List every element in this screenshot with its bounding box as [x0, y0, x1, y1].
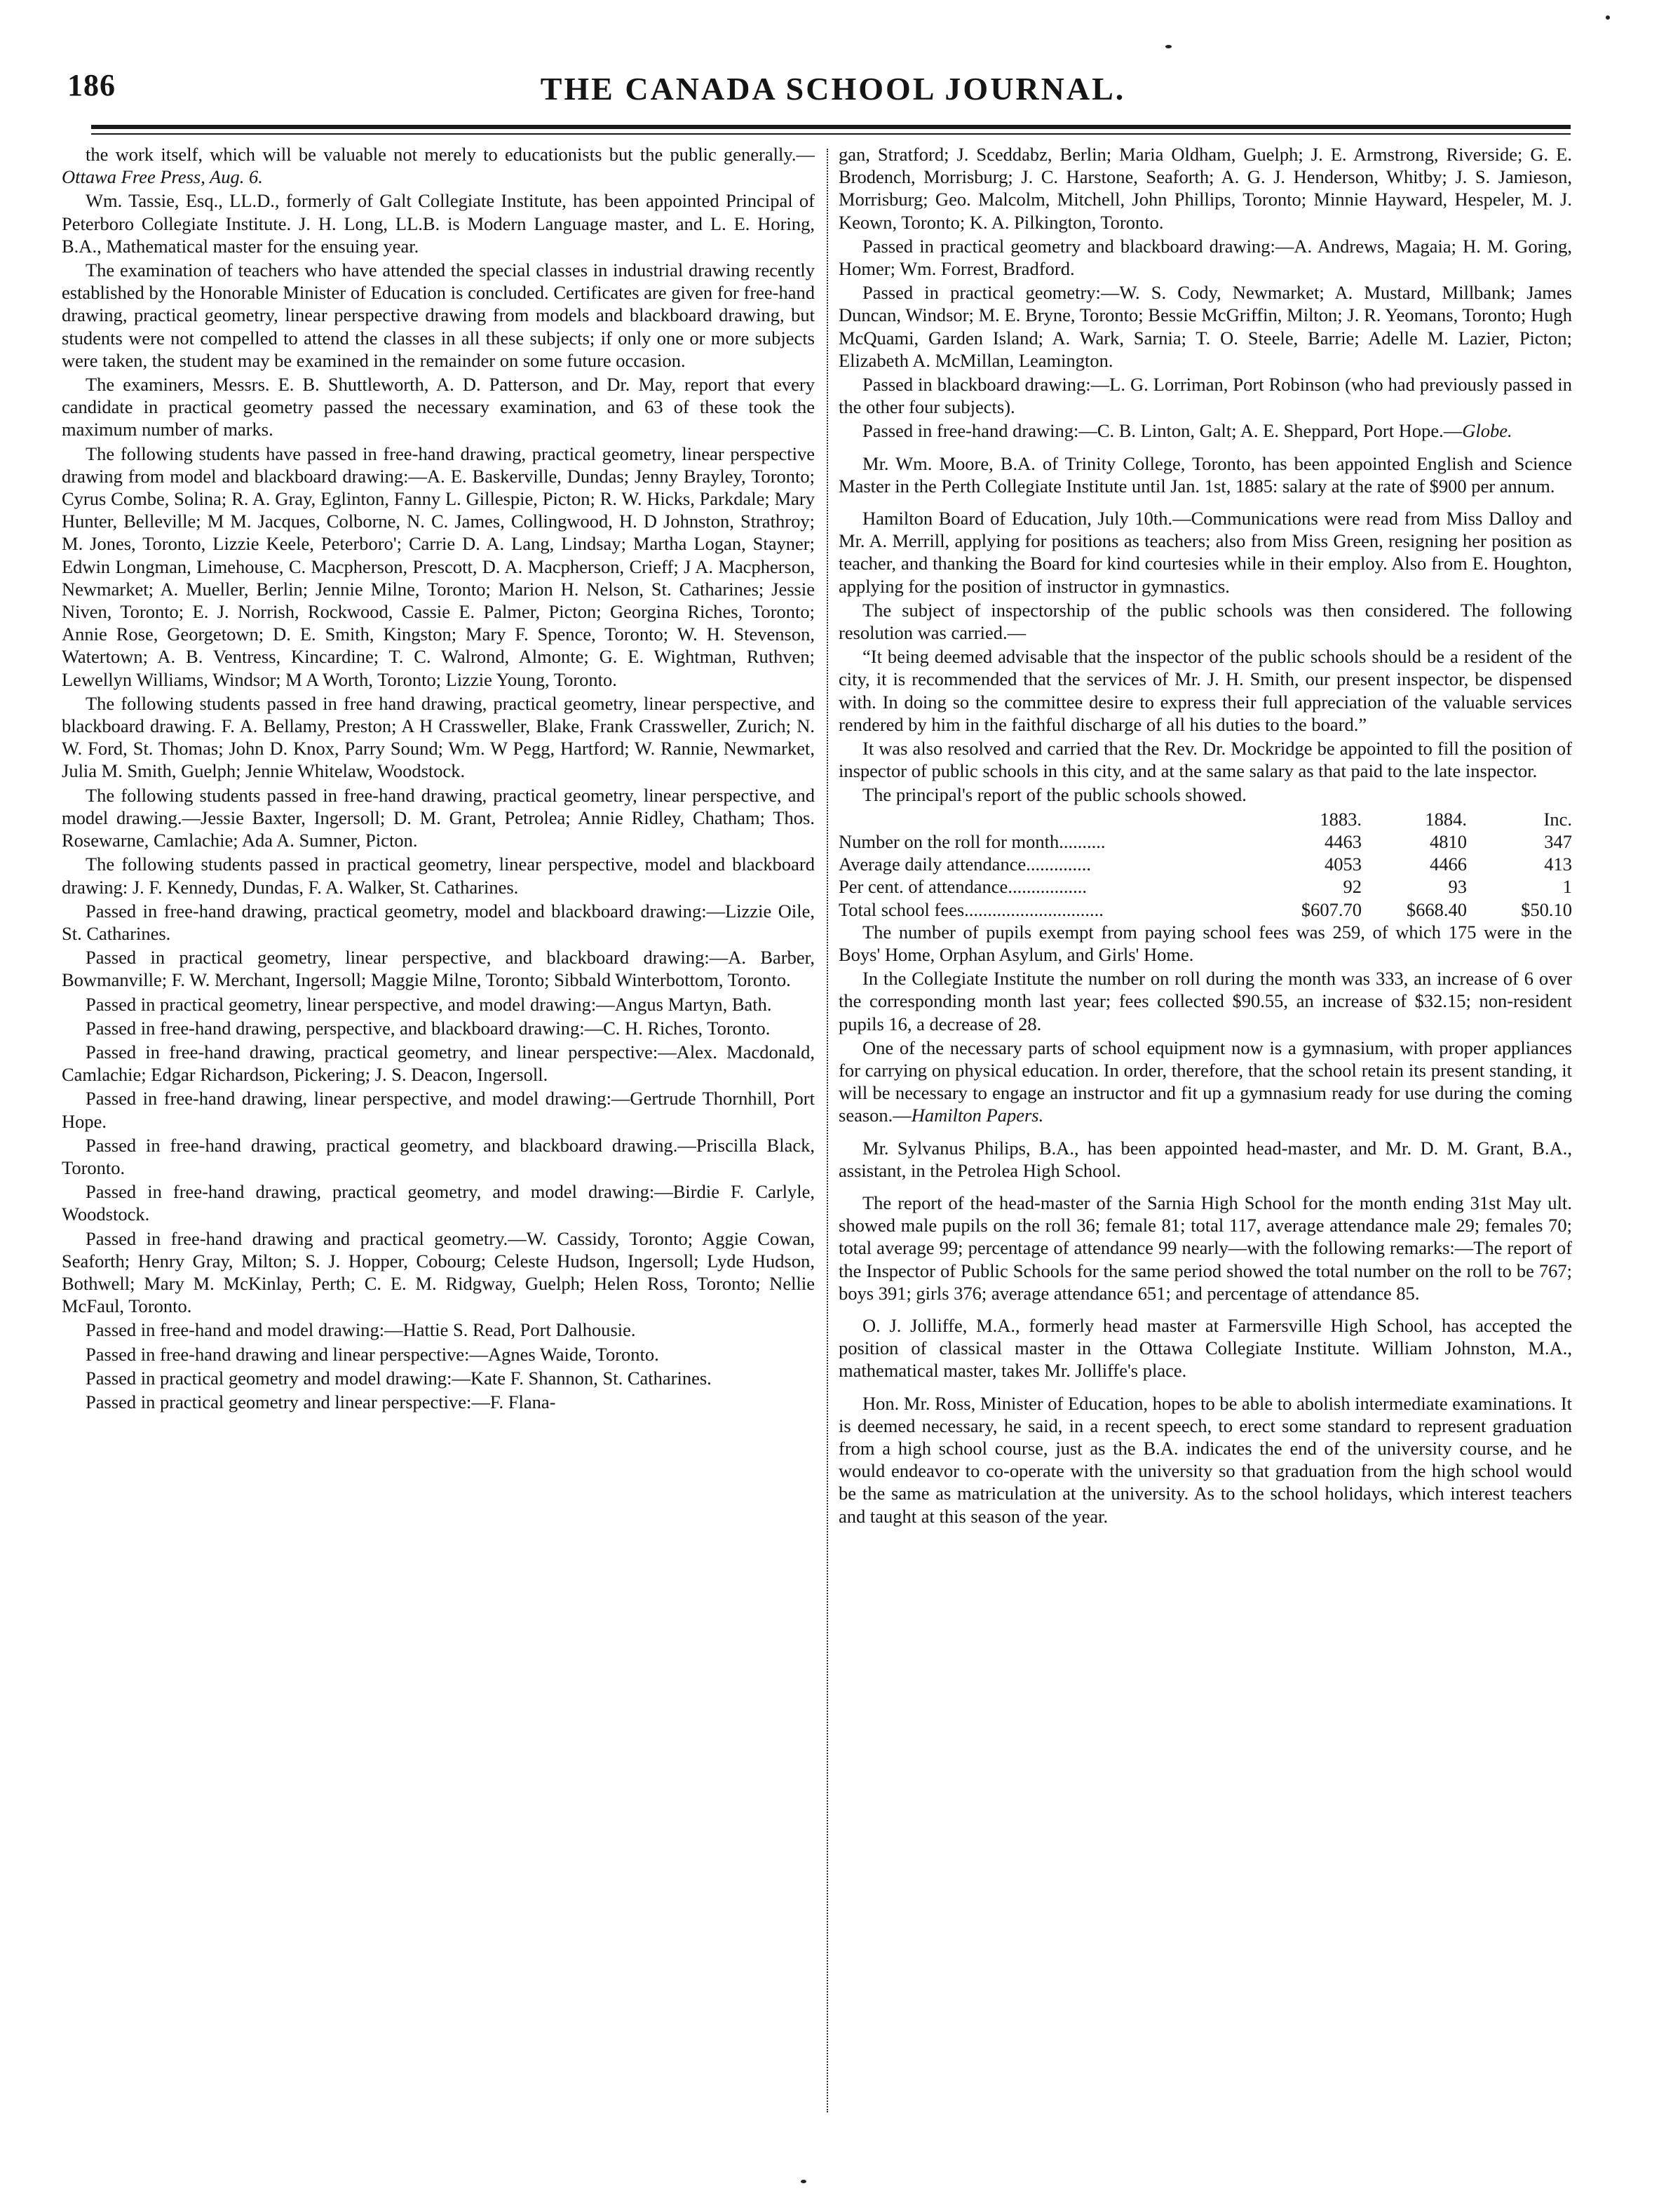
stats-cell: 4463: [1325, 830, 1362, 852]
paragraph-text: Passed in practical geometry:—W. S. Cody, Newmarket; A. Mustard, Millbank; James Duncan, Windsor; M. E. Bryne, Toronto; Bessie McGriffin, Milton; J. R. Yeomans, Toronto; Hugh McQuami, Garden Island; A. Wark, Sarnia; T. O. Steele, Barrie; Adelle M. Lazier, Picton; Elizabeth A. McMillan, Leamington.: [839, 282, 1572, 371]
article-paragraph: [839, 967, 1572, 1035]
paragraph-text: Passed in free-hand drawing:—C. B. Linton, Galt; A. E. Sheppard, Port Hope.—: [862, 420, 1463, 442]
paragraph-text: the work itself, which will be valuable not merely to educationists but the public generally.—: [86, 144, 815, 165]
article-paragraph: [62, 946, 815, 991]
article-paragraph: [839, 783, 1572, 806]
article-paragraph: [839, 452, 1572, 497]
print-speck: [1606, 15, 1610, 20]
paragraph-text: Wm. Tassie, Esq., LL.D., formerly of Galt Collegiate Institute, has been appointed Principal of Peterboro Collegiate Institute. J. H. Long, LL.B. is Modern Language master, and L. E. Horing, B.A., Mathematical master for the ensuing year.: [62, 190, 815, 257]
stats-header-row: [839, 807, 1572, 830]
source-credit: Ottawa Free Press, Aug. 6.: [62, 166, 263, 188]
paragraph-text: One of the necessary parts of school equipment now is a gymnasium, with proper appliances for carrying on physical education. In order, therefore, that the school retain its present standing, it will be necessary to engage an instructor and fit up a gymnasium ready for use during the coming season.—: [839, 1037, 1572, 1126]
paragraph-text: Passed in practical geometry and blackboard drawing:—A. Andrews, Magaia; H. M. Goring, Homer; Wm. Forrest, Bradford.: [839, 235, 1572, 280]
paragraph-text: Passed in practical geometry, linear perspective, and model drawing:—Angus Martyn, Bath.: [86, 993, 772, 1015]
stats-cell: $50.10: [1521, 898, 1572, 920]
paragraph-text: The following students have passed in free-hand drawing, practical geometry, linear perspective drawing from model and blackboard drawing:—A. E. Baskerville, Dundas; Jenny Brayley, Toronto; Cyrus Combe, Solina; R. A. Gray, Eglinton, Fanny L. Gillespie, Picton; R. W. Hicks, Parkdale; Mary Hunter, Belleville; M M. Jacques, Colborne, N. C. James, Collingwood, H. D Johnston, Strathroy; M. Jones, Toronto, Lizzie Keele, Peterboro'; Carrie D. A. Lang, Lindsay; Martha Logan, Stayner; Edwin Longman, Limehouse, C. Macpherson, Prescott, D. A. Macpherson, Crieff; J A. Macpherson, Newmarket; A. Mueller, Berlin; Jennie Milne, Toronto; Marion H. Nelson, St. Catharines; Jessie Niven, Toronto; E. J. Norrish, Rockwood, Cassie E. Palmer, Picton; Georgina Riches, Toronto; Annie Rose, Georgetown; D. E. Smith, Kingston; Mary F. Spence, Toronto; W. H. Stevenson, Watertown; A. B. Ventress, Kincardine; T. C. Walrond, Almonte; G. E. Wightman, Ruthven; Lewellyn Williams, Windsor; M A Worth, Toronto; Lizzie Young, Toronto.: [62, 443, 815, 690]
article-paragraph: [62, 259, 815, 372]
right-column-top: [839, 143, 1572, 807]
paragraph-text: Mr. Wm. Moore, B.A. of Trinity College, Toronto, has been appointed English and Science Master in the Perth Collegiate Institute until Jan. 1st, 1885: salary at the rate of $900 per annum.: [839, 452, 1572, 497]
running-head-title: THE CANADA SCHOOL JOURNAL.: [540, 71, 1126, 107]
article-paragraph: [62, 1319, 815, 1341]
article-paragraph: [839, 1314, 1572, 1382]
right-column-bottom: [839, 921, 1572, 1528]
article-paragraph: [62, 1087, 815, 1132]
stats-cell: $607.70: [1301, 898, 1362, 920]
paragraph-text: The following students passed in practical geometry, linear perspective, model and blackboard drawing: J. F. Kennedy, Dundas, F. A. Walker, St. Catharines.: [62, 854, 815, 898]
stats-row-label: Average daily attendance..............: [839, 854, 1092, 875]
stats-cell: 413: [1544, 854, 1572, 875]
paragraph-text: Passed in practical geometry and linear perspective:—F. Flana-: [86, 1391, 556, 1412]
source-credit: Hamilton Papers.: [911, 1105, 1044, 1126]
paragraph-text: Passed in free-hand drawing, practical geometry, and blackboard drawing.—Priscilla Black, Toronto.: [62, 1134, 815, 1178]
header-rule-thick: [91, 125, 1571, 129]
stats-row-label: Total school fees..............................: [839, 898, 1104, 920]
paragraph-text: Mr. Sylvanus Philips, B.A., has been appointed head-master, and Mr. D. M. Grant, B.A., assistant, in the Petrolea High School.: [839, 1137, 1572, 1181]
stats-header-cell: 1884.: [1425, 808, 1467, 830]
stats-header-cell: 1883.: [1320, 808, 1362, 830]
page-number: 186: [67, 68, 116, 102]
stats-row: [839, 898, 1572, 921]
paragraph-text: gan, Stratford; J. Sceddabz, Berlin; Maria Oldham, Guelph; J. E. Armstrong, Riverside; G. E. Brodench, Morrisburg; J. C. Harstone, Seaforth; A. G. J. Henderson, Whitby; J. S. Jamieson, Morrisburg; Geo. Malcolm, Mitchell, John Phillips, Toronto; Minnie Hayward, Hespeler, M. J. Keown, Toronto; K. A. Pilkington, Toronto.: [839, 144, 1572, 233]
article-paragraph: [62, 443, 815, 691]
stats-header-cell: Inc.: [1543, 808, 1572, 830]
stats-cell: 347: [1544, 830, 1572, 852]
article-paragraph: [839, 1137, 1572, 1182]
stats-cell: $668.40: [1406, 898, 1467, 920]
article-paragraph: [62, 373, 815, 441]
article-paragraph: [62, 189, 815, 257]
article-paragraph: [62, 1391, 815, 1413]
paragraph-text: Passed in blackboard drawing:—L. G. Lorriman, Port Robinson (who had previously passed in the other four subjects).: [839, 374, 1572, 418]
article-paragraph: [839, 1192, 1572, 1304]
paragraph-text: Passed in free-hand drawing, practical geometry, and linear perspective:—Alex. Macdonald, Camlachie; Edgar Richardson, Pickering; J. S. Deacon, Ingersoll.: [62, 1041, 815, 1086]
article-paragraph: [62, 1343, 815, 1365]
paragraph-text: The following students passed in free hand drawing, practical geometry, linear perspective, and blackboard drawing. F. A. Bellamy, Preston; A H Crassweller, Blake, Frank Crassweller, Zurich; N. W. Ford, St. Thomas; John D. Knox, Parry Sound; Wm. W Pegg, Hartford; W. Rannie, Newmarket, Julia M. Smith, Guelph; Jennie Whitelaw, Woodstock.: [62, 692, 815, 782]
paragraph-text: Passed in free-hand drawing, practical geometry, and model drawing:—Birdie F. Carlyle, Woodstock.: [62, 1181, 815, 1225]
stats-row-label: Number on the roll for month..........: [839, 830, 1106, 852]
paragraph-text: The examiners, Messrs. E. B. Shuttleworth, A. D. Patterson, and Dr. May, report that every candidate in practical geometry passed the necessary examination, and 63 of these took the maximum number of marks.: [62, 374, 815, 440]
article-paragraph: [839, 599, 1572, 644]
header-rule-thin: [91, 133, 1571, 135]
paragraph-text: Hamilton Board of Education, July 10th.—Communications were read from Miss Dalloy and Mr. A. Merrill, applying for positions as teachers; also from Miss Green, resigning her position as teacher, and thanking the Board for kind courtesies while in their employ. Also from E. Houghton, applying for the position of instructor in gymnastics.: [839, 508, 1572, 597]
right-column: [839, 143, 1572, 2149]
paragraph-text: Passed in free-hand drawing, practical geometry, model and blackboard drawing:—Lizzie Oile, St. Catharines.: [62, 900, 815, 944]
stats-cell: 92: [1343, 876, 1362, 898]
paragraph-text: The subject of inspectorship of the public schools was then considered. The following resolution was carried.—: [839, 599, 1572, 644]
paragraph-text: Passed in free-hand and model drawing:—Hattie S. Read, Port Dalhousie.: [86, 1319, 636, 1341]
article-paragraph: [839, 373, 1572, 418]
paragraph-text: In the Collegiate Institute the number on roll during the month was 333, an increase of 6 over the corresponding month last year; fees collected $90.55, an increase of $32.15; non-resident pupils 16, a decrease of 28.: [839, 968, 1572, 1034]
article-paragraph: [62, 853, 815, 898]
print-speck: [801, 2180, 806, 2183]
article-paragraph: [839, 419, 1572, 442]
print-speck: [1165, 45, 1172, 48]
article-paragraph: [62, 1041, 815, 1086]
article-paragraph: [62, 993, 815, 1016]
article-paragraph: [839, 143, 1572, 234]
paragraph-text: The following students passed in free-hand drawing, practical geometry, linear perspective, and model drawing.—Jessie Baxter, Ingersoll; D. M. Grant, Petrolea; Annie Ridley, Chatham; Thos. Rosewarne, Camlachie; Ada A. Sumner, Picton.: [62, 784, 815, 851]
paragraph-text: Passed in free-hand drawing and practical geometry.—W. Cassidy, Toronto; Aggie Cowan, Seaforth; Henry Gray, Milton; S. J. Hopper, Cobourg; Celeste Hudson, Ingersoll; Lyde Hudson, Bothwell; Mary M. McKinlay, Perth; C. E. M. Ridgway, Guelph; Helen Ross, Toronto; Nellie McFaul, Toronto.: [62, 1227, 815, 1317]
column-divider: [827, 149, 828, 2112]
paragraph-text: The report of the head-master of the Sarnia High School for the month ending 31st May ult. showed male pupils on the roll 36; female 81; total 117, average attendance male 29; females 70; total average 99; percentage of attendance 99 nearly—with the following remarks:—The report of the Inspector of Public Schools for the same period showed the total number on the roll to be 767; boys 391; girls 376; average attendance 651; and percentage of attendance 85.: [839, 1192, 1572, 1304]
paragraph-text: Hon. Mr. Ross, Minister of Education, hopes to be able to abolish intermediate examinations. It is deemed necessary, he said, in a recent speech, to erect some standard to represent graduation from a high school course, just as the B.A. indicates the end of the university course, and he would endeavor to co-operate with the university so that graduation from the high school would be the same as matriculation at the university. As to the school holidays, which interest teachers and taught at this season of the year.: [839, 1392, 1572, 1527]
paragraph-text: The examination of teachers who have attended the special classes in industrial drawing recently established by the Honorable Minister of Education is concluded. Certificates are given for free-hand drawing, practical geometry, linear perspective drawing from models and blackboard drawing, but students were not compelled to attend the classes in all these subjects; if only one or more subjects were taken, the student may be examined in the remainder on some future occasion.: [62, 259, 815, 371]
paragraph-text: Passed in free-hand drawing and linear perspective:—Agnes Waide, Toronto.: [86, 1343, 659, 1365]
paragraph-text: O. J. Jolliffe, M.A., formerly head master at Farmersville High School, has accepted the position of classical master in the Ottawa Collegiate Institute. William Johnston, M.A., mathematical master, takes Mr. Jolliffe's place.: [839, 1314, 1572, 1382]
stats-header-cell: [839, 807, 1257, 830]
stats-cell: 4466: [1430, 854, 1467, 875]
article-paragraph: [62, 1227, 815, 1318]
stats-row: [839, 830, 1572, 853]
article-paragraph: [62, 1180, 815, 1225]
paragraph-text: “It being deemed advisable that the inspector of the public schools should be a resident of the city, it is recommended that the services of Mr. J. H. Smith, our present inspector, be dispensed with. In doing so the committee desire to express their full appreciation of the valuable services rendered by him in the faithful discharge of all his duties to the board.”: [839, 646, 1572, 735]
paragraph-text: It was also resolved and carried that the Rev. Dr. Mockridge be appointed to fill the position of inspector of public schools in this city, and at the same salary as that paid to the late inspector.: [839, 738, 1572, 782]
article-paragraph: [62, 692, 815, 783]
stats-row-label: Per cent. of attendance.................: [839, 876, 1087, 898]
article-paragraph: [839, 235, 1572, 280]
stats-table: [839, 807, 1572, 921]
article-paragraph: [62, 1017, 815, 1039]
article-paragraph: [839, 281, 1572, 372]
article-paragraph: [62, 784, 815, 852]
article-paragraph: [62, 900, 815, 945]
paragraph-text: Passed in free-hand drawing, perspective, and blackboard drawing:—C. H. Riches, Toronto.: [86, 1017, 771, 1039]
source-credit: Globe.: [1462, 420, 1512, 442]
article-paragraph: [839, 921, 1572, 966]
paragraph-text: The number of pupils exempt from paying school fees was 259, of which 175 were in the Boys' Home, Orphan Asylum, and Girls' Home.: [839, 921, 1572, 965]
paragraph-text: Passed in practical geometry, linear perspective, and blackboard drawing:—A. Barber, Bowmanville; F. W. Merchant, Ingersoll; Maggie Milne, Toronto; Sibbald Winterbottom, Toronto.: [62, 947, 815, 991]
paragraph-text: Passed in free-hand drawing, linear perspective, and model drawing:—Gertrude Thornhill, Port Hope.: [62, 1088, 815, 1132]
stats-row: [839, 853, 1572, 875]
left-column: [62, 143, 815, 2149]
paragraph-text: Passed in practical geometry and model drawing:—Kate F. Shannon, St. Catharines.: [86, 1367, 712, 1389]
article-paragraph: [62, 1134, 815, 1179]
article-paragraph: [62, 1367, 815, 1389]
article-paragraph: [839, 737, 1572, 782]
article-paragraph: [839, 645, 1572, 736]
article-paragraph: [839, 507, 1572, 598]
article-paragraph: [839, 1392, 1572, 1528]
stats-row: [839, 875, 1572, 898]
stats-cell: 1: [1562, 876, 1572, 898]
stats-cell: 4053: [1325, 854, 1362, 875]
paragraph-text: The principal's report of the public schools showed.: [862, 784, 1247, 806]
stats-cell: 93: [1448, 876, 1467, 898]
article-paragraph: [839, 1037, 1572, 1127]
article-paragraph: [62, 143, 815, 188]
stats-cell: 4810: [1430, 830, 1467, 852]
